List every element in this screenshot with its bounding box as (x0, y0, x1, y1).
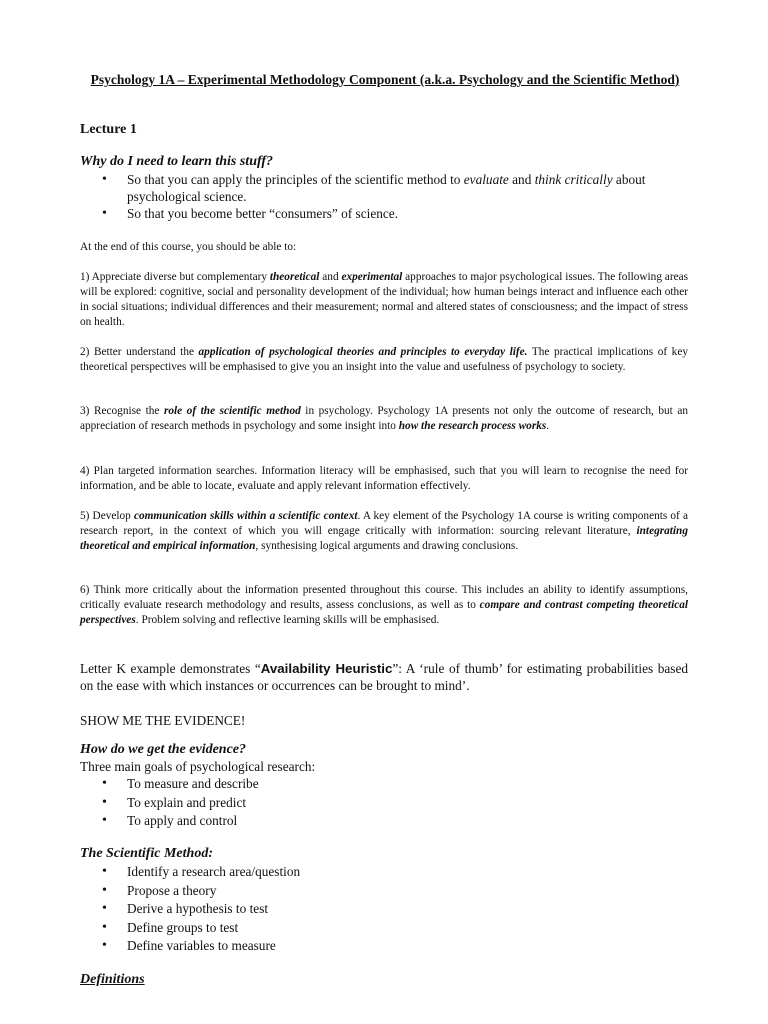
objective-4: 4) Plan targeted information searches. Information literacy will be emphasised, such that you will learn to recognise the need for information, and be able to locate, evaluate and apply relevant information effectively. (80, 465, 688, 492)
list-item: • To explain and predict (80, 794, 688, 813)
objective-2: 2) Better understand the application of psychological theories and principles to everyday life. The practical implications of key theoretical perspectives will be emphasised to give you an insight into the value and usefulness of psychology to society. (80, 346, 688, 373)
objective-5: 5) Develop communication skills within a scientific context. A key element of the Psychology 1A course is writing components of a research report, in the context of which you will engage critically with information: sourcing relevant literature, integrating theoretical and empirical information, synthesising logical arguments and drawing conclusions. (80, 510, 688, 552)
intro-text: At the end of this course, you should be able to: (80, 241, 297, 253)
scientific-method-list (80, 863, 688, 956)
evidence-section (80, 742, 688, 831)
why-heading: Why do I need to learn this stuff? (80, 154, 274, 169)
list-item: • Derive a hypothesis to test (80, 900, 688, 919)
letter-k-paragraph: Letter K example demonstrates “Availability Heuristic”: A ‘rule of thumb’ for estimating probabilities based on the ease with which instances or occurrences can be brought to mind’. (80, 661, 688, 693)
list-item: • So that you can apply the principles of the scientific method to evaluate and think critically about psychological science. (80, 171, 688, 205)
list-item: • Propose a theory (80, 882, 688, 901)
scientific-method-heading: The Scientific Method: (80, 846, 213, 861)
evidence-list (80, 775, 688, 831)
why-list (80, 171, 688, 222)
objective-3: 3) Recognise the role of the scientific method in psychology. Psychology 1A presents not only the outcome of research, but an appreciation of research methods in psychology and some insight into how the research process works. (80, 405, 688, 432)
list-item: • To measure and describe (80, 775, 688, 794)
document-title: Psychology 1A – Experimental Methodology Component (a.k.a. Psychology and the Scientific Method) (90, 72, 680, 87)
evidence-intro: Three main goals of psychological research: (80, 759, 316, 774)
why-section (80, 154, 688, 222)
objective-1: 1) Appreciate diverse but complementary theoretical and experimental approaches to major psychological issues. The following areas will be explored: cognitive, social and personality development of the individual; how human beings interact and influence each other in social situations; individual differences and their measurement; normal and altered states of consciousness; and the impact of stress on health. (80, 271, 689, 328)
list-item: • So that you become better “consumers” of science. (80, 205, 688, 222)
objective-6: 6) Think more critically about the information presented throughout this course. This includes an ability to identify assumptions, critically evaluate research methodology and results, assess conclusions, as well as to compare and contrast competing theoretical perspectives. Problem solving and reflective learning skills will be emphasised. (80, 584, 689, 626)
lecture-heading: Lecture 1 (80, 122, 137, 137)
list-item: • Define variables to measure (80, 937, 688, 956)
list-item: • Identify a research area/question (80, 863, 688, 882)
list-item: • Define groups to test (80, 919, 688, 938)
scientific-method-section (80, 846, 688, 956)
definitions-heading: Definitions (80, 972, 145, 987)
evidence-heading: How do we get the evidence? (80, 742, 247, 757)
list-item: • To apply and control (80, 812, 688, 831)
show-me-evidence: SHOW ME THE EVIDENCE! (80, 713, 246, 728)
